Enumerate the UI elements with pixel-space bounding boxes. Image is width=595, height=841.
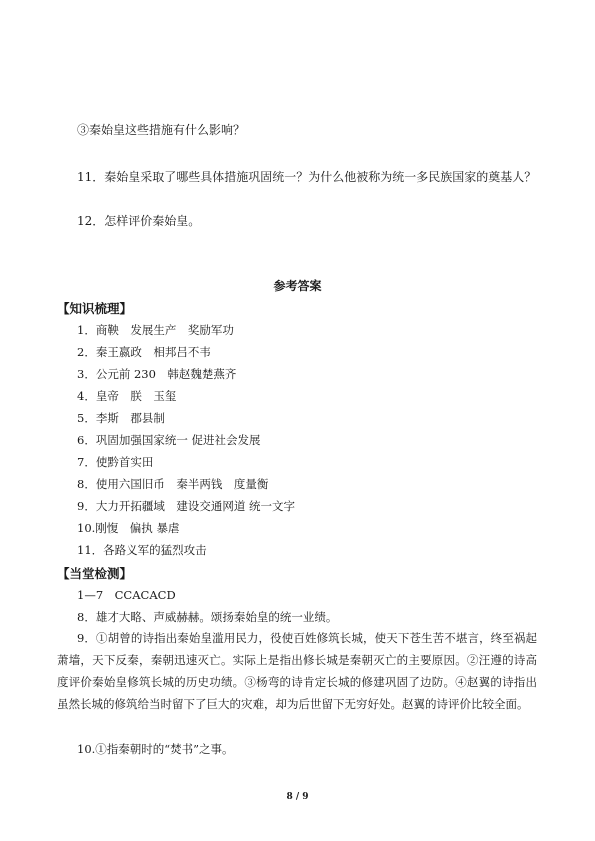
- knowledge-item: 9．大力开拓疆域 建设交通网道 统一文字: [77, 499, 295, 513]
- knowledge-item: 8．使用六国旧币 秦半两钱 度量衡: [77, 477, 269, 491]
- knowledge-item: 10.刚愎 偏执 暴虐: [77, 521, 180, 535]
- question-11: 11．秦始皇采取了哪些具体措施巩固统一？为什么他被称为统一多民族国家的奠基人？: [77, 170, 537, 184]
- knowledge-item: 2．秦王嬴政 相邦吕不韦: [77, 345, 211, 359]
- page-number: 8 / 9: [286, 792, 309, 802]
- question-12: 12．怎样评价秦始皇。: [77, 214, 201, 228]
- knowledge-heading: 【知识梳理】: [57, 301, 133, 316]
- knowledge-item: 11．各路义军的猛烈攻击: [77, 543, 207, 557]
- answer-1-7: 1—7 CCACACD: [77, 588, 176, 602]
- knowledge-item: 3．公元前 230 韩赵魏楚燕齐: [77, 367, 237, 381]
- question-3-impact: ③秦始皇这些措施有什么影响？: [77, 123, 246, 137]
- knowledge-item: 4．皇帝 朕 玉玺: [77, 389, 177, 403]
- answer-10: 10.①指秦朝时的“焚书”之事。: [77, 742, 234, 756]
- knowledge-item: 7．使黔首实田: [77, 455, 154, 469]
- answer-8: 8．雄才大略、声威赫赫。颂扬秦始皇的统一业绩。: [77, 610, 338, 624]
- test-heading: 【当堂检测】: [57, 566, 133, 581]
- knowledge-item: 6．巩固加强国家统一 促进社会发展: [77, 433, 261, 447]
- knowledge-item: 1．商鞅 发展生产 奖励军功: [77, 323, 234, 337]
- knowledge-item: 5．李斯 郡县制: [77, 411, 165, 425]
- answers-title: 参考答案: [273, 279, 322, 293]
- answer-9: 9．①胡曾的诗指出秦始皇滥用民力，役使百姓修筑长城，使天下苍生苦不堪言，终至祸起萧墙，天下反秦，秦朝迅速灭亡。实际上是指出修长城是秦朝灭亡的主要原因。②汪遵的诗高度评价秦始皇修筑长城的历史功绩。③杨弯的诗肯定长城的修建巩固了边防。④赵翼的诗指出虽然长城的修筑给当时留下了巨大的灾难，却为后世留下无穷好处。赵翼的诗评价比较全面。: [57, 631, 537, 711]
